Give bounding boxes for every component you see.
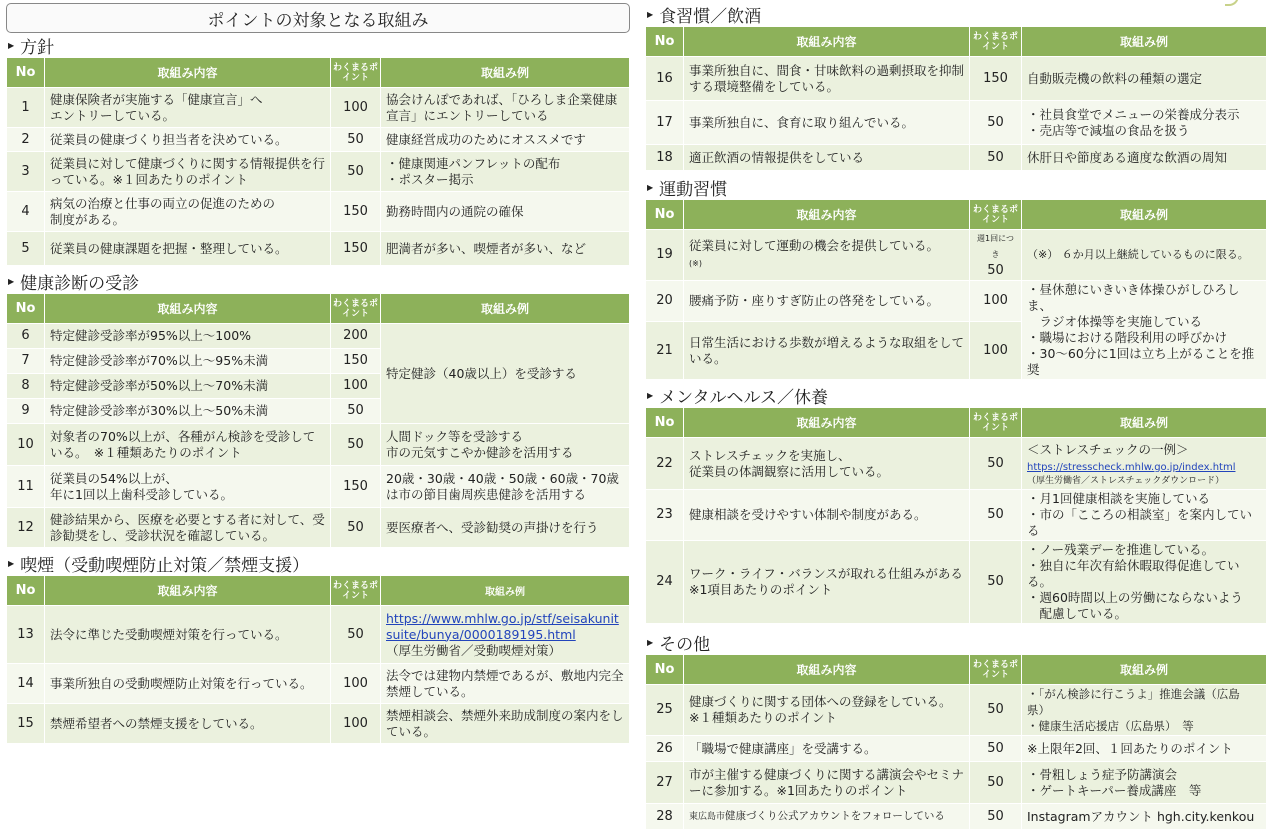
section-heading: ▶ 食習慣／飲酒	[647, 6, 762, 27]
table-cell: 20歳・30歳・40歳・50歳・60歳・70歳は市の節目歯周疾患健診を活用する	[381, 466, 630, 508]
table-cell: 事業所独自に、間食・甘味飲料の過剰摂取を抑制する環境整備をしている。	[684, 57, 970, 101]
table-cell: 従業員の健康づくり担当者を決めている。	[45, 128, 331, 152]
table-cell: 12	[7, 508, 45, 548]
table-cell: ・社員食堂でメニューの栄養成分表示 ・売店等で減塩の食品を扱う	[1022, 101, 1267, 145]
table-cell: 休肝日や節度ある適度な飲酒の周知	[1022, 145, 1267, 171]
table-cell: 100	[331, 88, 381, 128]
table-cell: 50	[970, 762, 1022, 804]
table-cell: 特定健診受診率が30%以上～50%未満	[45, 399, 331, 424]
table-cell: 健康経営成功のためにオススメです	[381, 128, 630, 152]
table-cell: 2	[7, 128, 45, 152]
table-cell: 特定健診受診率が95%以上～100%	[45, 324, 331, 349]
table-cell: 150	[331, 349, 381, 374]
table-cell: （※） ６か月以上継続しているものに限る。	[1022, 230, 1267, 281]
table-cell: 勤務時間内の通院の確保	[381, 192, 630, 232]
stresscheck-link[interactable]: https://stresscheck.mhlw.go.jp/index.html	[1027, 461, 1236, 473]
table-cell: ワーク・ライフ・バランスが取れる仕組みがある ※1項目あたりのポイント	[684, 541, 970, 624]
table-cell: 22	[646, 438, 684, 490]
table-row	[646, 101, 1267, 145]
table-cell: 健康づくりに関する団体への登録をしている。 ※１種類あたりのポイント	[684, 685, 970, 736]
table-cell: 1	[7, 88, 45, 128]
exercise-table	[645, 199, 1267, 380]
table-cell: 人間ドック等を受診する 市の元気すこやか健診を活用する	[381, 424, 630, 466]
right-column	[645, 0, 1267, 830]
table-row	[7, 466, 630, 508]
column-header: 取組み内容	[45, 576, 331, 606]
table-cell: 100	[970, 281, 1022, 322]
table-cell: 病気の治療と仕事の両立の促進のための 制度がある。	[45, 192, 331, 232]
table-cell: 15	[7, 704, 45, 744]
section-heading: ▶ メンタルヘルス／休養	[647, 387, 828, 408]
table-cell: 50	[970, 101, 1022, 145]
table-cell: 19	[646, 230, 684, 281]
table-row	[7, 664, 630, 704]
table-cell: 50	[331, 399, 381, 424]
table-cell: 23	[646, 490, 684, 541]
table-row	[7, 606, 630, 664]
column-header: 取組み内容	[45, 294, 331, 324]
table-cell: ※上限年2回、１回あたりのポイント	[1022, 736, 1267, 762]
table-cell: 150	[331, 232, 381, 266]
section-heading: ▶ 喫煙（受動喫煙防止対策／禁煙支援）	[8, 555, 310, 576]
table-cell: 150	[331, 192, 381, 232]
table-row	[646, 230, 1267, 281]
table-cell: 4	[7, 192, 45, 232]
table-cell: 14	[7, 664, 45, 704]
table-row	[7, 508, 630, 548]
table-cell: 特定健診受診率が70%以上～95%未満	[45, 349, 331, 374]
column-header: No	[646, 655, 684, 685]
mental-health-table	[645, 407, 1267, 624]
bullet-icon: ▶	[647, 9, 654, 19]
table-cell: 禁煙希望者への禁煙支援をしている。	[45, 704, 331, 744]
policy-table	[6, 57, 630, 266]
table-cell: 21	[646, 322, 684, 380]
table-cell: 法令に準じた受動喫煙対策を行っている。	[45, 606, 331, 664]
table-cell: 28	[646, 804, 684, 830]
bullet-icon: ▶	[647, 182, 654, 192]
table-cell: 100	[331, 374, 381, 399]
table-cell: 肥満者が多い、喫煙者が多い、など	[381, 232, 630, 266]
table-row	[646, 541, 1267, 624]
table-cell: 50	[331, 606, 381, 664]
column-header: 取組み例	[381, 58, 630, 88]
table-cell: 対象者の70%以上が、各種がん検診を受診している。 ※１種類あたりのポイント	[45, 424, 331, 466]
column-header: 取組み例	[1022, 200, 1267, 230]
table-row	[646, 57, 1267, 101]
table-cell: 100	[331, 704, 381, 744]
table-row	[646, 490, 1267, 541]
table-cell: 26	[646, 736, 684, 762]
column-header: 取組み内容	[684, 27, 970, 57]
column-header: 取組み内容	[684, 408, 970, 438]
table-cell: 50	[970, 685, 1022, 736]
table-cell: Instagramアカウント hgh.city.kenkou	[1022, 804, 1267, 830]
table-cell: 50	[331, 508, 381, 548]
column-header: わくまるポイント	[331, 294, 381, 324]
table-cell: 200	[331, 324, 381, 349]
other-table	[645, 654, 1267, 830]
table-cell: ・「がん検診に行こうよ」推進会議（広島県） ・健康生活応援店（広島県） 等	[1022, 685, 1267, 736]
table-cell: 11	[7, 466, 45, 508]
table-cell: ・骨粗しょう症予防講演会 ・ゲートキーパー養成講座 等	[1022, 762, 1267, 804]
left-column	[6, 0, 630, 744]
column-header: わくまるポイント	[970, 200, 1022, 230]
table-cell: 10	[7, 424, 45, 466]
table-cell: 従業員の健康課題を把握・整理している。	[45, 232, 331, 266]
bullet-icon: ▶	[8, 558, 15, 568]
table-cell: 腰痛予防・座りすぎ防止の啓発をしている。	[684, 281, 970, 322]
table-row	[7, 424, 630, 466]
bullet-icon: ▶	[647, 390, 654, 400]
table-cell: 健康保険者が実施する「健康宣言」へ エントリーしている。	[45, 88, 331, 128]
table-cell: 8	[7, 374, 45, 399]
table-cell: 100	[970, 322, 1022, 380]
table-cell: 5	[7, 232, 45, 266]
table-cell: 50	[331, 152, 381, 192]
table-cell: 20	[646, 281, 684, 322]
table-cell: 24	[646, 541, 684, 624]
table-cell: https://www.mhlw.go.jp/stf/seisakunitsuite/bunya/0000189195.html （厚生労働省／受動喫煙対策）	[381, 606, 630, 664]
table-cell: 50	[970, 541, 1022, 624]
table-cell: 3	[7, 152, 45, 192]
column-header: 取組み例	[1022, 408, 1267, 438]
table-cell: 事業所独自に、食育に取り組んでいる。	[684, 101, 970, 145]
table-cell: 50	[970, 438, 1022, 490]
table-row	[7, 128, 630, 152]
bullet-icon: ▶	[8, 276, 15, 286]
section-heading: ▶ 方針	[8, 37, 55, 58]
table-cell: 東広島市健康づくり公式アカウントをフォローしている	[684, 804, 970, 830]
merged-example-cell: 特定健診（40歳以上）を受診する	[381, 324, 630, 424]
table-cell: 市が主催する健康づくりに関する講演会やセミナーに参加する。※1回あたりのポイント	[684, 762, 970, 804]
table-cell: 日常生活における歩数が増えるような取組をしている。	[684, 322, 970, 380]
table-cell: ・月1回健康相談を実施している ・市の「こころの相談室」を案内している	[1022, 490, 1267, 541]
bullet-icon: ▶	[647, 637, 654, 647]
table-cell: 適正飲酒の情報提供をしている	[684, 145, 970, 171]
table-cell: 25	[646, 685, 684, 736]
table-cell: 「職場で健康講座」を受講する。	[684, 736, 970, 762]
table-cell: ・健康関連パンフレットの配布 ・ポスター掲示	[381, 152, 630, 192]
table-row	[646, 281, 1267, 322]
section-heading: ▶ 健康診断の受診	[8, 273, 140, 294]
table-cell: 協会けんぽであれば、「ひろしま企業健康宣言」にエントリーしている	[381, 88, 630, 128]
table-cell: 従業員の54%以上が、 年に1回以上歯科受診している。	[45, 466, 331, 508]
column-header: No	[646, 408, 684, 438]
column-header: わくまるポイント	[331, 576, 381, 606]
table-row	[7, 152, 630, 192]
section-heading: ▶ 運動習慣	[647, 179, 728, 200]
table-row	[646, 736, 1267, 762]
table-cell: 50	[331, 424, 381, 466]
table-cell: 50	[970, 736, 1022, 762]
table-cell: 法令では建物内禁煙であるが、敷地内完全禁煙している。	[381, 664, 630, 704]
column-header: 取組み例	[381, 294, 630, 324]
table-cell: 禁煙相談会、禁煙外来助成制度の案内をしている。	[381, 704, 630, 744]
column-header: No	[7, 294, 45, 324]
table-row	[7, 232, 630, 266]
table-row	[7, 324, 630, 349]
column-header: No	[7, 58, 45, 88]
table-cell: 健康相談を受けやすい体制や制度がある。	[684, 490, 970, 541]
table-cell: 17	[646, 101, 684, 145]
table-row	[646, 438, 1267, 490]
column-header: 取組み例	[1022, 27, 1267, 57]
column-header: わくまるポイント	[970, 27, 1022, 57]
column-header: 取組み例	[1022, 655, 1267, 685]
table-cell: ストレスチェックを実施し、 従業員の体調観察に活用している。	[684, 438, 970, 490]
table-cell: 150	[970, 57, 1022, 101]
column-header: 取組み例	[381, 576, 630, 606]
column-header: No	[646, 27, 684, 57]
bullet-icon: ▶	[8, 40, 15, 50]
section-heading: ▶ その他	[647, 634, 711, 655]
table-cell: 9	[7, 399, 45, 424]
table-row	[646, 685, 1267, 736]
mhlw-smoking-link[interactable]: https://www.mhlw.go.jp/stf/seisakunitsuite/bunya/0000189195.html	[386, 610, 619, 642]
table-cell: 従業員に対して健康づくりに関する情報提供を行っている。※１回あたりのポイント	[45, 152, 331, 192]
column-header: 取組み内容	[684, 655, 970, 685]
column-header: No	[7, 576, 45, 606]
column-header: 取組み内容	[684, 200, 970, 230]
table-cell: 自動販売機の飲料の種類の選定	[1022, 57, 1267, 101]
table-cell: 50	[970, 804, 1022, 830]
table-row	[7, 88, 630, 128]
column-header: わくまるポイント	[331, 58, 381, 88]
table-cell: ・ノー残業デーを推進している。 ・独自に年次有給休暇取得促進している。 ・週60時間以上の労働にならないよう 配慮している。	[1022, 541, 1267, 624]
checkup-table	[6, 293, 630, 548]
table-row	[646, 804, 1267, 830]
table-cell: 100	[331, 664, 381, 704]
table-cell: 6	[7, 324, 45, 349]
table-cell: 週1回につき 50	[970, 230, 1022, 281]
table-row	[646, 762, 1267, 804]
table-cell: 要医療者へ、受診勧奨の声掛けを行う	[381, 508, 630, 548]
table-cell: 50	[331, 128, 381, 152]
table-cell: 27	[646, 762, 684, 804]
table-cell: 18	[646, 145, 684, 171]
table-cell: 50	[970, 145, 1022, 171]
table-cell: 従業員に対して運動の機会を提供している。 (※)	[684, 230, 970, 281]
column-header: 取組み内容	[45, 58, 331, 88]
diet-table	[645, 26, 1267, 171]
merged-example-cell: ・昼休憩にいきいき体操ひがしひろしま、 ラジオ体操等を実施している ・職場における階段利用の呼びかけ ・30～60分に1回は立ち上がることを推奨	[1022, 281, 1267, 380]
table-row	[646, 145, 1267, 171]
table-cell: ＜ストレスチェックの一例＞ https://stresscheck.mhlw.go.jp/index.html （厚生労働省／ストレスチェックダウンロード）	[1022, 438, 1267, 490]
column-header: No	[646, 200, 684, 230]
table-row	[7, 192, 630, 232]
table-cell: 特定健診受診率が50%以上～70%未満	[45, 374, 331, 399]
column-header: わくまるポイント	[970, 655, 1022, 685]
table-cell: 事業所独自の受動喫煙防止対策を行っている。	[45, 664, 331, 704]
table-cell: 13	[7, 606, 45, 664]
smoking-table	[6, 575, 630, 744]
table-cell: 健診結果から、医療を必要とする者に対して、受診勧奨をし、受診状況を確認している。	[45, 508, 331, 548]
table-cell: 50	[970, 490, 1022, 541]
column-header: わくまるポイント	[970, 408, 1022, 438]
page-title: ポイントの対象となる取組み	[6, 3, 630, 33]
table-cell: 150	[331, 466, 381, 508]
table-cell: 16	[646, 57, 684, 101]
table-cell: 7	[7, 349, 45, 374]
table-row	[7, 704, 630, 744]
